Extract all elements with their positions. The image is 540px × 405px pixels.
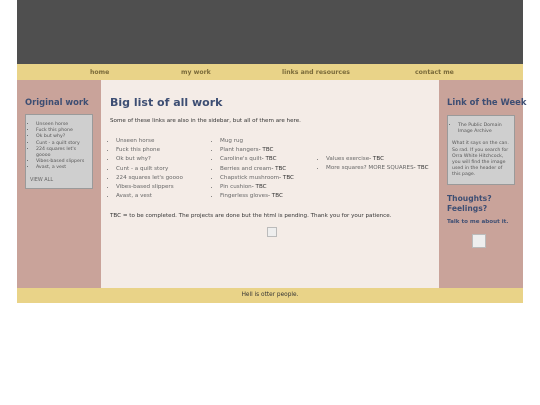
view-all-link[interactable]: VIEW ALL [30,176,54,183]
tbc-marker: - TBC [258,147,274,154]
work-item [326,164,430,173]
sidebar-work-link[interactable]: • Fuck this phone [36,128,88,134]
broken-image-icon [472,234,486,248]
work-link[interactable]: • Unseen horse [116,137,214,146]
work-item [220,165,320,174]
work-link[interactable]: • Ok but why? [116,155,214,164]
nav-home[interactable]: home [90,68,110,76]
header-banner [17,0,523,64]
intro-text: Some of these links are also in the sidebar, but all of them are here. [110,118,301,124]
tbc-marker: - TBC [261,156,277,163]
work-link[interactable]: • Cunt - a quilt story [116,165,214,174]
work-lists [110,137,430,201]
sidebar-work-link[interactable]: • Cunt - a quilt story [36,141,88,147]
right-sidebar-title: Link of the Week [447,97,527,107]
tbc-marker: - TBC [271,165,287,172]
sidebar-work-link[interactable]: • Ok but why? [36,134,88,140]
footer-text: Hell is otter people. [241,292,299,298]
tbc-marker: - TBC [413,165,429,172]
footer [17,288,523,303]
work-item [220,174,320,183]
work-item [220,146,320,155]
work-item [220,137,320,146]
tbc-marker: - TBC [268,193,283,200]
left-sidebar-title: Original work [25,97,89,107]
sidebar-work-link[interactable]: • Unseen horse [36,122,88,128]
top-nav [17,64,523,80]
left-sidebar [17,80,101,288]
original-work-box [25,114,93,189]
work-link[interactable]: Fingerless gloves [220,193,268,200]
work-link[interactable]: Values exercise [326,156,370,162]
work-link[interactable]: • Vibes-based slippers [116,183,214,192]
sidebar-work-link[interactable]: • Avast, a vest [36,165,88,171]
work-link[interactable]: • 224 squares let's goooo [116,174,214,183]
tbc-marker: - TBC [369,156,384,162]
work-link[interactable]: Chapstick mushroom [220,174,280,181]
nav-my-work[interactable]: my work [181,68,211,76]
link-of-week-box [447,115,515,185]
broken-image-icon [267,227,277,237]
link-of-week-text: What it says on the can. So rad. If you search for Orra White Hitchcock, you will find the image used in the header of this page. [452,141,509,178]
nav-links-and-resources[interactable]: links and resources [282,68,350,76]
work-link[interactable]: • Avast, a vest [116,192,214,201]
work-link[interactable]: Plant hangers [220,147,259,154]
right-sidebar [439,80,527,288]
tbc-marker: - TBC [251,184,267,191]
sidebar-work-link[interactable]: • 224 squares let's goooo [36,147,88,159]
page [17,0,527,303]
work-link[interactable]: More squares? MORE SQUARES [326,165,414,172]
work-item [220,155,320,164]
tbc-note: TBC = to be completed. The projects are done but the html is pending. Thank you for your patience. [110,213,392,220]
work-item [220,183,320,192]
work-link[interactable]: • Fuck this phone [116,146,214,155]
talk-to-me-link[interactable]: Talk to me about it. [447,218,509,225]
work-link[interactable]: Caroline's quilt [220,156,262,163]
link-of-week-link[interactable]: • The Public Domain Image Archive [458,123,510,135]
page-title: Big list of all work [110,96,223,109]
work-link[interactable]: Berries and cream [220,165,272,172]
nav-contact-me[interactable]: contact me [415,68,454,76]
work-link[interactable]: Mug rug [220,138,244,144]
main-content [101,80,439,288]
tbc-marker: - TBC [279,174,294,181]
sidebar-work-link[interactable]: • Vibes-based slippers [36,159,88,165]
work-item [220,192,320,201]
work-item [326,155,430,164]
thoughts-heading: Thoughts? Feelings? [447,193,492,213]
work-link[interactable]: Pin cushion [220,184,252,191]
